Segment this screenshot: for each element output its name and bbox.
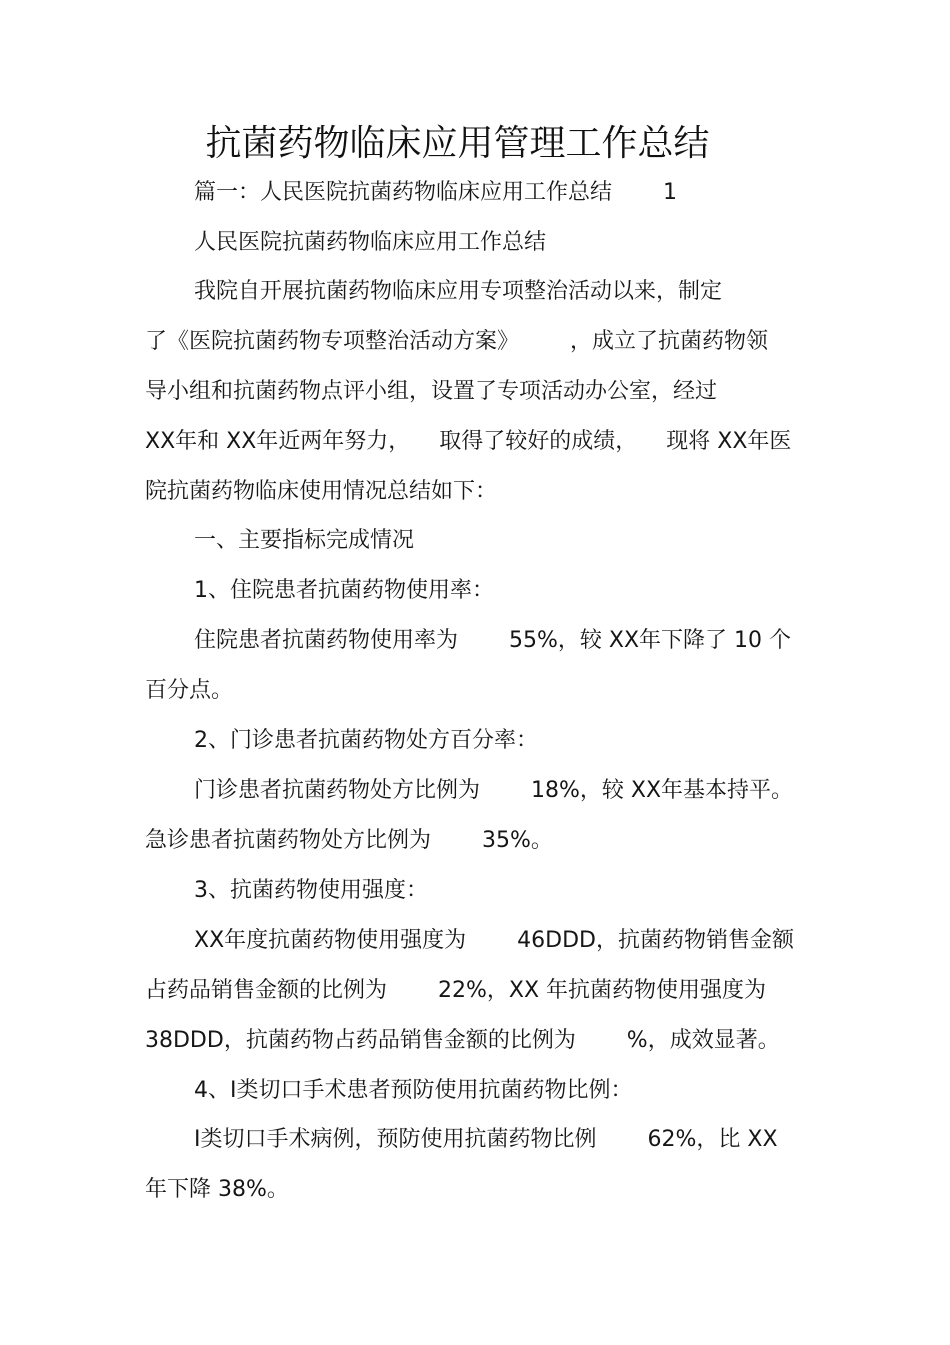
paragraph-line: 院抗菌药物临床使用情况总结如下： bbox=[145, 479, 498, 504]
paragraph-line: 门诊患者抗菌药物处方比例为 18%，较 XX年基本持平。 bbox=[194, 778, 794, 803]
document-title: 抗菌药物临床应用管理工作总结 bbox=[205, 123, 710, 164]
paragraph-line: XX年度抗菌药物使用强度为 46DDD，抗菌药物销售金额 bbox=[194, 928, 794, 953]
paragraph-line: Ⅰ类切口手术病例，预防使用抗菌药物比例 62%，比 XX bbox=[194, 1127, 778, 1152]
item-heading: 1、住院患者抗菌药物使用率： bbox=[194, 578, 494, 603]
paragraph-line: 占药品销售金额的比例为 22%，XX 年抗菌药物使用强度为 bbox=[145, 978, 767, 1003]
paragraph-line: 38DDD，抗菌药物占药品销售金额的比例为 %，成效显著。 bbox=[145, 1028, 780, 1053]
section-heading: 一、主要指标完成情况 bbox=[194, 528, 415, 553]
item-heading: 2、门诊患者抗菌药物处方百分率： bbox=[194, 728, 538, 753]
subtitle-line: 人民医院抗菌药物临床应用工作总结 bbox=[194, 230, 547, 255]
paragraph-line: 年下降 38%。 bbox=[145, 1177, 289, 1202]
paragraph-line: 百分点。 bbox=[145, 678, 234, 703]
paragraph-line: XX年和 XX年近两年努力， 取得了较好的成绩， 现将 XX年医 bbox=[145, 429, 792, 454]
section-heading: 篇一：人民医院抗菌药物临床应用工作总结 1 bbox=[194, 180, 677, 205]
item-heading: 3、抗菌药物使用强度： bbox=[194, 878, 428, 903]
paragraph-line: 了《医院抗菌药物专项整治活动方案》 ，成立了抗菌药物领 bbox=[145, 329, 768, 354]
item-heading: 4、Ⅰ类切口手术患者预防使用抗菌药物比例： bbox=[194, 1078, 633, 1103]
paragraph-line: 我院自开展抗菌药物临床应用专项整治活动以来，制定 bbox=[194, 279, 723, 304]
paragraph-line: 导小组和抗菌药物点评小组，设置了专项活动办公室，经过 bbox=[145, 379, 718, 404]
paragraph-line: 急诊患者抗菌药物处方比例为 35%。 bbox=[145, 828, 553, 853]
paragraph-line: 住院患者抗菌药物使用率为 55%，较 XX年下降了 10 个 bbox=[194, 628, 792, 653]
